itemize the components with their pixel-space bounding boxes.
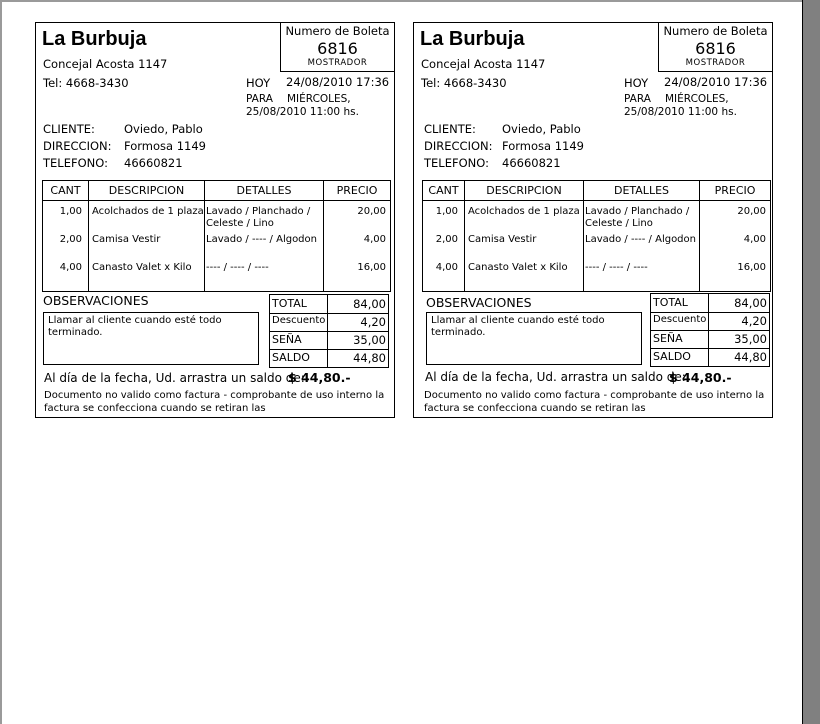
client-name-label: CLIENTE: (424, 122, 476, 136)
receipt-slip-2 (413, 22, 773, 418)
row-1-price: 20,00 (737, 206, 766, 217)
totals-row (651, 330, 769, 349)
row-3-details: ---- / ---- / ---- (585, 262, 648, 273)
row-2-details: Lavado / ---- / Algodon (585, 234, 696, 245)
receipt-channel: MOSTRADOR (307, 58, 368, 68)
row-2-price: 4,00 (363, 234, 386, 245)
totals-box (269, 294, 389, 368)
client-phone-label: TELEFONO: (43, 156, 108, 170)
due-label: PARA (624, 93, 651, 105)
row-3-qty: 4,00 (435, 262, 458, 273)
row-1-price: 20,00 (357, 206, 386, 217)
row-1-qty: 1,00 (59, 206, 82, 217)
row-2-price: 4,00 (743, 234, 766, 245)
total-label: TOTAL (272, 297, 307, 310)
items-table (42, 180, 391, 292)
due-time: 25/08/2010 11:00 hs. (624, 106, 737, 118)
receipt-number-label: Numero de Boleta (285, 24, 390, 38)
balance-row-label: SALDO (653, 350, 691, 363)
row-3-desc: Canasto Valet x Kilo (92, 262, 192, 273)
observations-box: Llamar al cliente cuando esté todo terminado. (426, 312, 642, 365)
business-name: La Burbuja (42, 28, 147, 50)
receipt-channel: MOSTRADOR (685, 58, 746, 68)
totals-row (270, 331, 388, 350)
due-day: MIÉRCOLES, (287, 93, 351, 105)
receipt-number-label: Numero de Boleta (663, 24, 768, 38)
due-label: PARA (246, 93, 273, 105)
row-3-details: ---- / ---- / ---- (206, 262, 269, 273)
today-value: 24/08/2010 17:36 (286, 75, 390, 89)
row-2-qty: 2,00 (435, 234, 458, 245)
totals-row (651, 348, 769, 366)
column-divider (583, 181, 584, 291)
client-phone: 46660821 (124, 156, 183, 170)
client-address: Formosa 1149 (124, 139, 206, 153)
row-2-desc: Camisa Vestir (92, 234, 161, 245)
row-2-qty: 2,00 (59, 234, 82, 245)
discount-value: 4,20 (360, 315, 386, 329)
deposit-label: SEÑA (272, 333, 302, 346)
header-cant: CANT (50, 184, 81, 197)
discount-value: 4,20 (741, 314, 767, 328)
observations-title: OBSERVACIONES (426, 295, 532, 310)
deposit-value: 35,00 (353, 333, 386, 347)
total-value: 84,00 (734, 296, 767, 310)
row-3-price: 16,00 (737, 262, 766, 273)
balance-row-value: 44,80 (353, 351, 386, 365)
balance-label: Al día de la fecha, Ud. arrastra un saldo de: (425, 370, 686, 384)
balance-value: $ 44,80.- (288, 370, 351, 385)
receipt-number: 6816 (317, 39, 358, 58)
deposit-label: SEÑA (653, 332, 683, 345)
client-address: Formosa 1149 (502, 139, 584, 153)
header-cant: CANT (428, 184, 459, 197)
row-2-desc: Camisa Vestir (468, 234, 537, 245)
column-divider (464, 181, 465, 291)
today-value: 24/08/2010 17:36 (664, 75, 768, 89)
client-phone-label: TELEFONO: (424, 156, 489, 170)
observations-box: Llamar al cliente cuando esté todo terminado. (43, 312, 259, 365)
deposit-value: 35,00 (734, 332, 767, 346)
balance-row-value: 44,80 (734, 350, 767, 364)
page-left-edge (0, 0, 2, 724)
totals-row (651, 312, 769, 331)
business-phone: Tel: 4668-3430 (43, 76, 129, 90)
row-3-qty: 4,00 (59, 262, 82, 273)
today-label: HOY (246, 76, 271, 90)
balance-label: Al día de la fecha, Ud. arrastra un saldo de: (44, 371, 305, 385)
business-phone: Tel: 4668-3430 (421, 76, 507, 90)
today-label: HOY (624, 76, 649, 90)
client-name: Oviedo, Pablo (502, 122, 581, 136)
balance-row-label: SALDO (272, 351, 310, 364)
client-address-label: DIRECCION: (424, 139, 493, 153)
observations-title: OBSERVACIONES (43, 293, 149, 308)
totals-row (270, 295, 388, 314)
header-descripcion: DESCRIPCION (486, 184, 562, 197)
totals-box (650, 293, 770, 367)
business-address: Concejal Acosta 1147 (43, 57, 168, 71)
totals-row (270, 313, 388, 332)
discount-label: Descuento (272, 315, 326, 326)
row-1-desc: Acolchados de 1 plaza (468, 206, 580, 217)
receipt-number: 6816 (695, 39, 736, 58)
header-precio: PRECIO (336, 184, 378, 197)
business-address: Concejal Acosta 1147 (421, 57, 546, 71)
header-precio: PRECIO (714, 184, 756, 197)
total-value: 84,00 (353, 297, 386, 311)
receipt-number-box (280, 22, 395, 72)
page-top-edge (0, 0, 802, 2)
discount-label: Descuento (653, 314, 707, 325)
receipt-slip-1 (35, 22, 395, 418)
row-1-details: Lavado / Planchado / Celeste / Lino (206, 206, 311, 229)
items-table (422, 180, 771, 292)
legal-note: Documento no valido como factura - comprobante de uso interno la factura se confecciona cuando se retiran las (424, 390, 765, 414)
column-divider (204, 181, 205, 291)
row-2-details: Lavado / ---- / Algodon (206, 234, 317, 245)
legal-note: Documento no valido como factura - comprobante de uso interno la factura se confecciona cuando se retiran las (44, 390, 385, 414)
row-1-qty: 1,00 (435, 206, 458, 217)
column-divider (88, 181, 89, 291)
due-day: MIÉRCOLES, (665, 93, 729, 105)
client-name-label: CLIENTE: (43, 122, 95, 136)
header-descripcion: DESCRIPCION (108, 184, 185, 197)
header-detalles: DETALLES (236, 184, 292, 197)
client-address-label: DIRECCION: (43, 139, 112, 153)
totals-row (651, 294, 769, 313)
header-detalles: DETALLES (614, 184, 669, 197)
row-1-details: Lavado / Planchado / Celeste / Lino (585, 206, 690, 229)
client-name: Oviedo, Pablo (124, 122, 203, 136)
receipt-number-box (658, 22, 773, 72)
preview-right-margin (802, 0, 820, 724)
client-phone: 46660821 (502, 156, 561, 170)
row-3-desc: Canasto Valet x Kilo (468, 262, 568, 273)
balance-value: $ 44,80.- (669, 370, 732, 385)
total-label: TOTAL (653, 296, 688, 309)
business-name: La Burbuja (420, 28, 525, 50)
due-time: 25/08/2010 11:00 hs. (246, 106, 359, 118)
row-1-desc: Acolchados de 1 plaza (92, 206, 204, 217)
row-3-price: 16,00 (357, 262, 386, 273)
totals-row (270, 349, 388, 367)
